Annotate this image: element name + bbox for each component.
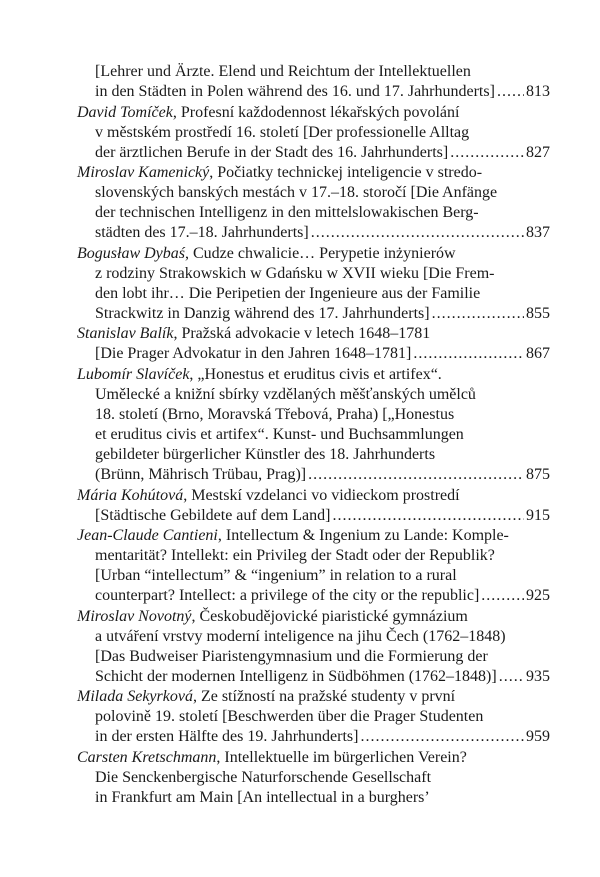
page-number: 875 (526, 465, 550, 483)
toc-line (77, 223, 550, 243)
dot-leader (332, 506, 524, 526)
toc-line (77, 183, 550, 203)
toc-entry (77, 365, 550, 485)
entry-title-line: counterpart? Intellect: a privilege of the city or the republic] (95, 587, 480, 605)
entry-title-line: der technischen Intelligenz in den mittelslowakischen Berg- (95, 204, 479, 222)
toc-entry (77, 486, 550, 526)
dot-leader (311, 223, 524, 243)
entry-title-line: Die Senckenbergische Naturforschende Gesellschaft (95, 768, 432, 786)
toc-line (77, 103, 550, 123)
toc-line (77, 526, 550, 546)
toc-entry (77, 687, 550, 747)
toc-line (77, 203, 550, 223)
entry-title-line: [Die Prager Advokatur in den Jahren 1648–1781] (95, 345, 412, 363)
toc-line (77, 62, 550, 82)
page-number: 867 (526, 345, 550, 363)
entry-title-line: in Frankfurt am Main [An intellectual in a burghers’ (95, 788, 430, 806)
entry-title-line: , Mestskí vzdelanci vo vidieckom prostredí (183, 486, 460, 504)
toc-line (77, 727, 550, 747)
entry-title-line: a utváření vrstvy moderní inteligence na jihu Čech (1762–1848) (95, 627, 506, 645)
toc-line (77, 566, 550, 586)
table-of-contents (77, 62, 550, 809)
page-number: 813 (526, 83, 550, 100)
toc-entry (77, 244, 550, 324)
entry-author: Bogusław Dybaś (77, 244, 185, 262)
dot-leader (360, 727, 524, 747)
entry-author: Miroslav Novotný (77, 607, 192, 625)
entry-title-line: polovině 19. století [Beschwerden über die Prager Studenten (95, 708, 484, 726)
toc-entry (77, 526, 550, 606)
toc-line (77, 82, 550, 102)
toc-line (77, 788, 550, 808)
entry-author: Milada Sekyrková (77, 688, 193, 706)
dot-leader (497, 82, 524, 102)
entry-title-line: , Intellectum & Ingenium zu Lande: Komple- (217, 527, 509, 545)
entry-title-line: , Ze stížností na pražské studenty v první (192, 688, 456, 706)
entry-title-line: 18. století (Brno, Moravská Třebová, Praha) [„Honestus (95, 405, 455, 423)
entry-title-line: z rodziny Strakowskich w Gdańsku w XVII wieku [Die Frem- (95, 264, 495, 282)
toc-line (77, 284, 550, 304)
toc-line (77, 143, 550, 163)
toc-line (77, 627, 550, 647)
toc-line (77, 506, 550, 526)
toc-line (77, 163, 550, 183)
toc-entry (77, 163, 550, 243)
toc-line (77, 707, 550, 727)
entry-title-line: [Urban “intellectum” & “ingenium” in relation to a rural (95, 567, 457, 585)
toc-line (77, 123, 550, 143)
entry-title-line: , Počiatky technickej inteligencie v stredo- (209, 164, 483, 182)
toc-line (77, 244, 550, 264)
entry-title-line: [Städtische Gebildete auf dem Land] (95, 506, 331, 524)
toc-entry (77, 62, 550, 102)
toc-line (77, 546, 550, 566)
toc-line (77, 324, 550, 344)
toc-entry (77, 324, 550, 364)
entry-title-line: , Pražská advokacie v letech 1648–1781 (173, 325, 431, 343)
toc-line (77, 304, 550, 324)
entry-title-line: gebildeter bürgerlicher Künstler des 18. Jahrhunderts (95, 445, 436, 463)
page-number: 855 (526, 304, 550, 322)
entry-author: Carsten Kretschmann (77, 748, 217, 766)
toc-line (77, 365, 550, 385)
toc-line (77, 687, 550, 707)
toc-line (77, 607, 550, 627)
entry-author: David Tomíček (77, 103, 173, 121)
toc-line (77, 768, 550, 788)
toc-entry (77, 103, 550, 163)
page-number: 915 (526, 506, 550, 524)
entry-title-line: v městském prostředí 16. století [Der professionelle Alltag (95, 123, 470, 141)
page-number: 959 (526, 728, 550, 746)
dot-leader (481, 586, 524, 606)
toc-line (77, 486, 550, 506)
entry-title-line: , „Honestus et eruditus civis et artifex“. (189, 365, 442, 383)
entry-title-line: (Brünn, Mährisch Trübau, Prag)] (95, 465, 307, 483)
entry-title-line: slovenských banských mestách v 17.–18. storočí [Die Anfänge (95, 184, 498, 202)
entry-author: Stanislav Balík (77, 325, 174, 343)
entry-title-line: der ärztlichen Berufe in der Stadt des 16. Jahrhunderts] (95, 143, 449, 161)
dot-leader (308, 465, 524, 485)
entry-author: Jean-Claude Cantieni (77, 527, 218, 545)
toc-line (77, 748, 550, 768)
dot-leader (432, 304, 524, 324)
entry-author: Miroslav Kamenický (77, 164, 210, 182)
entry-title-line: , Profesní každodennost lékařských povolání (172, 103, 460, 121)
toc-line (77, 445, 550, 465)
toc-line (77, 344, 550, 364)
entry-title-line: in den Städten in Polen während des 16. und 17. Jahrhunderts] (95, 83, 495, 100)
page-number: 827 (526, 143, 550, 161)
toc-line (77, 647, 550, 667)
page-number: 935 (526, 667, 550, 685)
dot-leader (450, 143, 524, 163)
toc-line (77, 425, 550, 445)
entry-title-line: [Das Budweiser Piaristengymnasium und die Formierung der (95, 647, 488, 665)
entry-title-line: et eruditus civis et artifex“. Kunst- und Buchsammlungen (95, 425, 464, 443)
entry-title-line: , Intellektuelle im bürgerlichen Verein? (216, 748, 467, 766)
page-number: 925 (526, 587, 550, 605)
entry-title-line: den lobt ihr… Die Peripetien der Ingenieure aus der Familie (95, 284, 481, 302)
toc-line (77, 385, 550, 405)
page-number: 837 (526, 224, 550, 242)
entry-title-line: Schicht der modernen Intelligenz in Südböhmen (1762–1848)] (95, 667, 497, 685)
toc-line (77, 264, 550, 284)
toc-entry (77, 607, 550, 687)
toc-line (77, 586, 550, 606)
entry-author: Lubomír Slavíček (77, 365, 190, 383)
toc-line (77, 667, 550, 687)
dot-leader (499, 667, 524, 687)
entry-title-line: Strackwitz in Danzig während des 17. Jahrhunderts] (95, 304, 430, 322)
entry-title-line: mentarität? Intellekt: ein Privileg der Stadt oder der Republik? (95, 547, 495, 565)
toc-entry (77, 748, 550, 808)
dot-leader (413, 344, 524, 364)
entry-author: Mária Kohútová (77, 486, 184, 504)
toc-line (77, 405, 550, 425)
entry-title-line: , Cudze chwalicie… Perypetie inżynierów (185, 244, 456, 262)
entry-title-line: in der ersten Hälfte des 19. Jahrhunderts] (95, 728, 359, 746)
entry-title-line: , Českobudějovické piaristické gymnázium (191, 607, 468, 625)
entry-title-line: Umělecké a knižní sbírky vzdělaných měšťanských umělců (95, 385, 476, 403)
entry-title-line: [Lehrer und Ärzte. Elend und Reichtum der Intellektuellen (95, 63, 471, 80)
toc-line (77, 465, 550, 485)
entry-title-line: städten des 17.–18. Jahrhunderts] (95, 224, 309, 242)
